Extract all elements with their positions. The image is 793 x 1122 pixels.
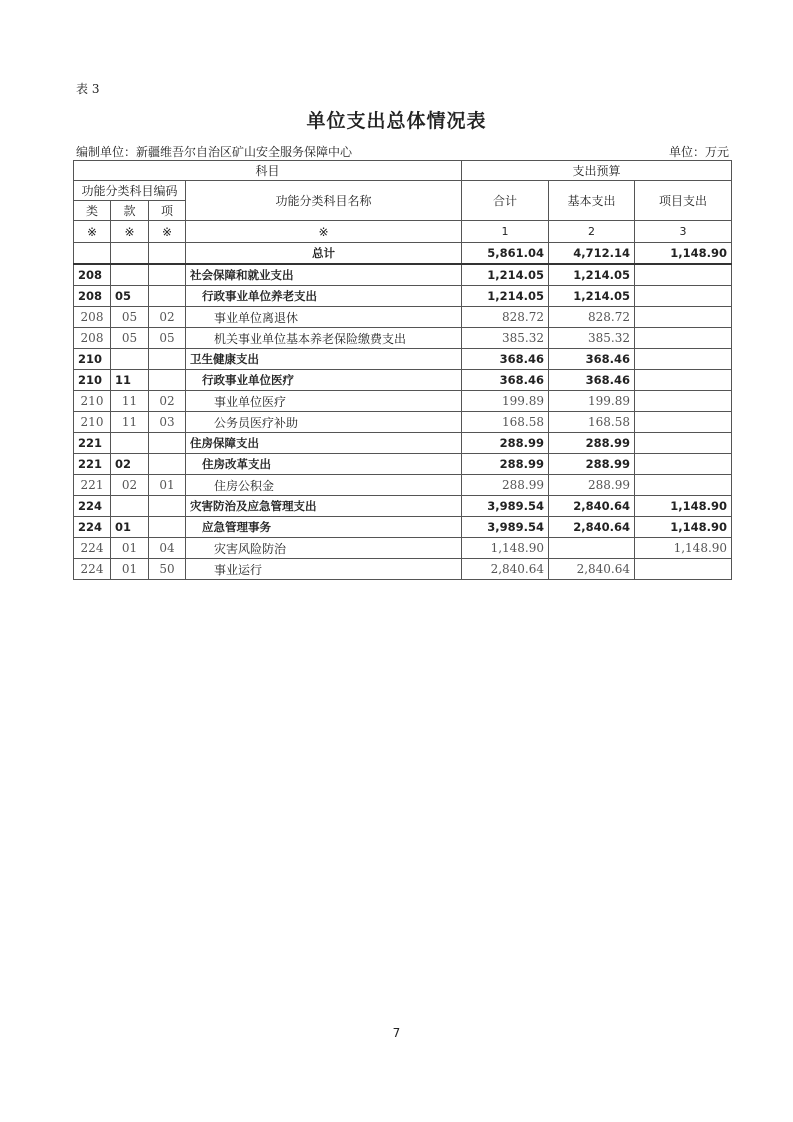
code-kuan xyxy=(111,349,149,370)
code-lei: 210 xyxy=(74,370,111,391)
amount-project xyxy=(635,559,732,580)
amount-project: 1,148.90 xyxy=(635,517,732,538)
mark-xiang: ※ xyxy=(149,221,186,243)
header-subject-name: 功能分类科目名称 xyxy=(186,181,462,221)
amount-project xyxy=(635,370,732,391)
code-xiang: 02 xyxy=(149,307,186,328)
amount-total: 2,840.64 xyxy=(462,559,549,580)
amount-basic: 288.99 xyxy=(549,475,635,496)
subject-name: 公务员医疗补助 xyxy=(186,412,462,433)
table-row xyxy=(74,349,732,370)
table-row xyxy=(74,328,732,349)
code-xiang: 50 xyxy=(149,559,186,580)
code-xiang xyxy=(149,370,186,391)
table-row xyxy=(74,370,732,391)
subject-name: 事业运行 xyxy=(186,559,462,580)
amount-total: 3,989.54 xyxy=(462,517,549,538)
code-xiang: 04 xyxy=(149,538,186,559)
code-kuan xyxy=(111,433,149,454)
code-xiang: 03 xyxy=(149,412,186,433)
total-xiang xyxy=(149,243,186,265)
amount-basic: 368.46 xyxy=(549,349,635,370)
code-xiang xyxy=(149,433,186,454)
table-row xyxy=(74,454,732,475)
code-kuan: 01 xyxy=(111,538,149,559)
code-lei: 208 xyxy=(74,328,111,349)
amount-basic: 2,840.64 xyxy=(549,559,635,580)
amount-total: 368.46 xyxy=(462,349,549,370)
header-kuan: 款 xyxy=(111,201,149,221)
table-row xyxy=(74,538,732,559)
table-row xyxy=(74,412,732,433)
code-lei: 208 xyxy=(74,307,111,328)
subject-name: 灾害风险防治 xyxy=(186,538,462,559)
amount-project xyxy=(635,328,732,349)
amount-total: 288.99 xyxy=(462,475,549,496)
column-number-3: 3 xyxy=(635,221,732,243)
table-row xyxy=(74,264,732,286)
subject-name: 行政事业单位医疗 xyxy=(186,370,462,391)
amount-basic: 2,840.64 xyxy=(549,517,635,538)
amount-basic: 368.46 xyxy=(549,370,635,391)
amount-project xyxy=(635,454,732,475)
amount-basic: 2,840.64 xyxy=(549,496,635,517)
amount-total: 385.32 xyxy=(462,328,549,349)
amount-project: 1,148.90 xyxy=(635,538,732,559)
total-lei xyxy=(74,243,111,265)
amount-project xyxy=(635,433,732,454)
code-lei: 221 xyxy=(74,454,111,475)
amount-total: 288.99 xyxy=(462,433,549,454)
table-row xyxy=(74,496,732,517)
amount-total: 368.46 xyxy=(462,370,549,391)
code-lei: 208 xyxy=(74,264,111,286)
code-kuan: 01 xyxy=(111,559,149,580)
code-kuan: 11 xyxy=(111,370,149,391)
code-xiang xyxy=(149,517,186,538)
total-row xyxy=(74,243,732,265)
header-lei: 类 xyxy=(74,201,111,221)
code-lei: 224 xyxy=(74,517,111,538)
table-number-label: 表 3 xyxy=(76,82,100,96)
code-lei: 208 xyxy=(74,286,111,307)
code-kuan xyxy=(111,264,149,286)
code-lei: 224 xyxy=(74,496,111,517)
amount-total: 828.72 xyxy=(462,307,549,328)
amount-project xyxy=(635,391,732,412)
amount-basic: 1,214.05 xyxy=(549,286,635,307)
table-row xyxy=(74,391,732,412)
page-title: 单位支出总体情况表 xyxy=(306,110,487,132)
total-label: 总计 xyxy=(186,243,462,265)
code-kuan xyxy=(111,496,149,517)
code-kuan: 02 xyxy=(111,475,149,496)
mark-name: ※ xyxy=(186,221,462,243)
code-kuan: 05 xyxy=(111,328,149,349)
code-lei: 224 xyxy=(74,538,111,559)
header-xiang: 项 xyxy=(149,201,186,221)
table-row xyxy=(74,517,732,538)
subject-name: 事业单位离退休 xyxy=(186,307,462,328)
amount-project xyxy=(635,307,732,328)
amount-total: 1,214.05 xyxy=(462,264,549,286)
mark-lei: ※ xyxy=(74,221,111,243)
amount-basic: 288.99 xyxy=(549,454,635,475)
amount-basic: 1,214.05 xyxy=(549,264,635,286)
subject-name: 卫生健康支出 xyxy=(186,349,462,370)
code-kuan: 05 xyxy=(111,286,149,307)
table-row xyxy=(74,433,732,454)
table-row xyxy=(74,286,732,307)
table-row xyxy=(74,307,732,328)
page-number: 7 xyxy=(392,1026,401,1040)
code-xiang xyxy=(149,349,186,370)
amount-total: 1,214.05 xyxy=(462,286,549,307)
code-lei: 210 xyxy=(74,349,111,370)
expenditure-table xyxy=(73,160,732,580)
code-kuan: 05 xyxy=(111,307,149,328)
table-row xyxy=(74,559,732,580)
code-xiang xyxy=(149,454,186,475)
total-project: 1,148.90 xyxy=(635,243,732,265)
subject-name: 住房改革支出 xyxy=(186,454,462,475)
code-lei: 221 xyxy=(74,475,111,496)
column-number-1: 1 xyxy=(462,221,549,243)
subject-name: 应急管理事务 xyxy=(186,517,462,538)
amount-project xyxy=(635,475,732,496)
subject-name: 事业单位医疗 xyxy=(186,391,462,412)
total-amount: 5,861.04 xyxy=(462,243,549,265)
header-project: 项目支出 xyxy=(635,181,732,221)
amount-project xyxy=(635,412,732,433)
amount-project xyxy=(635,349,732,370)
total-basic: 4,712.14 xyxy=(549,243,635,265)
amount-total: 1,148.90 xyxy=(462,538,549,559)
code-lei: 221 xyxy=(74,433,111,454)
amount-basic: 828.72 xyxy=(549,307,635,328)
subject-name: 住房保障支出 xyxy=(186,433,462,454)
code-xiang: 02 xyxy=(149,391,186,412)
header-total: 合计 xyxy=(462,181,549,221)
code-xiang: 01 xyxy=(149,475,186,496)
code-xiang xyxy=(149,264,186,286)
header-code-group: 功能分类科目编码 xyxy=(74,181,186,201)
currency-unit: 单位：万元 xyxy=(668,145,729,159)
total-kuan xyxy=(111,243,149,265)
amount-basic: 199.89 xyxy=(549,391,635,412)
compiling-unit: 编制单位：新疆维吾尔自治区矿山安全服务保障中心 xyxy=(76,145,353,159)
code-xiang: 05 xyxy=(149,328,186,349)
amount-total: 168.58 xyxy=(462,412,549,433)
amount-basic: 168.58 xyxy=(549,412,635,433)
code-kuan: 11 xyxy=(111,412,149,433)
header-subject: 科目 xyxy=(74,161,462,181)
amount-project xyxy=(635,286,732,307)
code-xiang xyxy=(149,286,186,307)
subject-name: 社会保障和就业支出 xyxy=(186,264,462,286)
amount-basic xyxy=(549,538,635,559)
subject-name: 灾害防治及应急管理支出 xyxy=(186,496,462,517)
amount-total: 288.99 xyxy=(462,454,549,475)
code-xiang xyxy=(149,496,186,517)
code-lei: 210 xyxy=(74,412,111,433)
code-lei: 210 xyxy=(74,391,111,412)
table-row xyxy=(74,475,732,496)
subject-name: 机关事业单位基本养老保险缴费支出 xyxy=(186,328,462,349)
code-kuan: 01 xyxy=(111,517,149,538)
code-kuan: 02 xyxy=(111,454,149,475)
mark-kuan: ※ xyxy=(111,221,149,243)
header-budget: 支出预算 xyxy=(462,161,732,181)
amount-total: 3,989.54 xyxy=(462,496,549,517)
header-basic: 基本支出 xyxy=(549,181,635,221)
subject-name: 行政事业单位养老支出 xyxy=(186,286,462,307)
subject-name: 住房公积金 xyxy=(186,475,462,496)
amount-total: 199.89 xyxy=(462,391,549,412)
amount-basic: 288.99 xyxy=(549,433,635,454)
amount-project xyxy=(635,264,732,286)
column-number-2: 2 xyxy=(549,221,635,243)
code-kuan: 11 xyxy=(111,391,149,412)
amount-basic: 385.32 xyxy=(549,328,635,349)
amount-project: 1,148.90 xyxy=(635,496,732,517)
code-lei: 224 xyxy=(74,559,111,580)
